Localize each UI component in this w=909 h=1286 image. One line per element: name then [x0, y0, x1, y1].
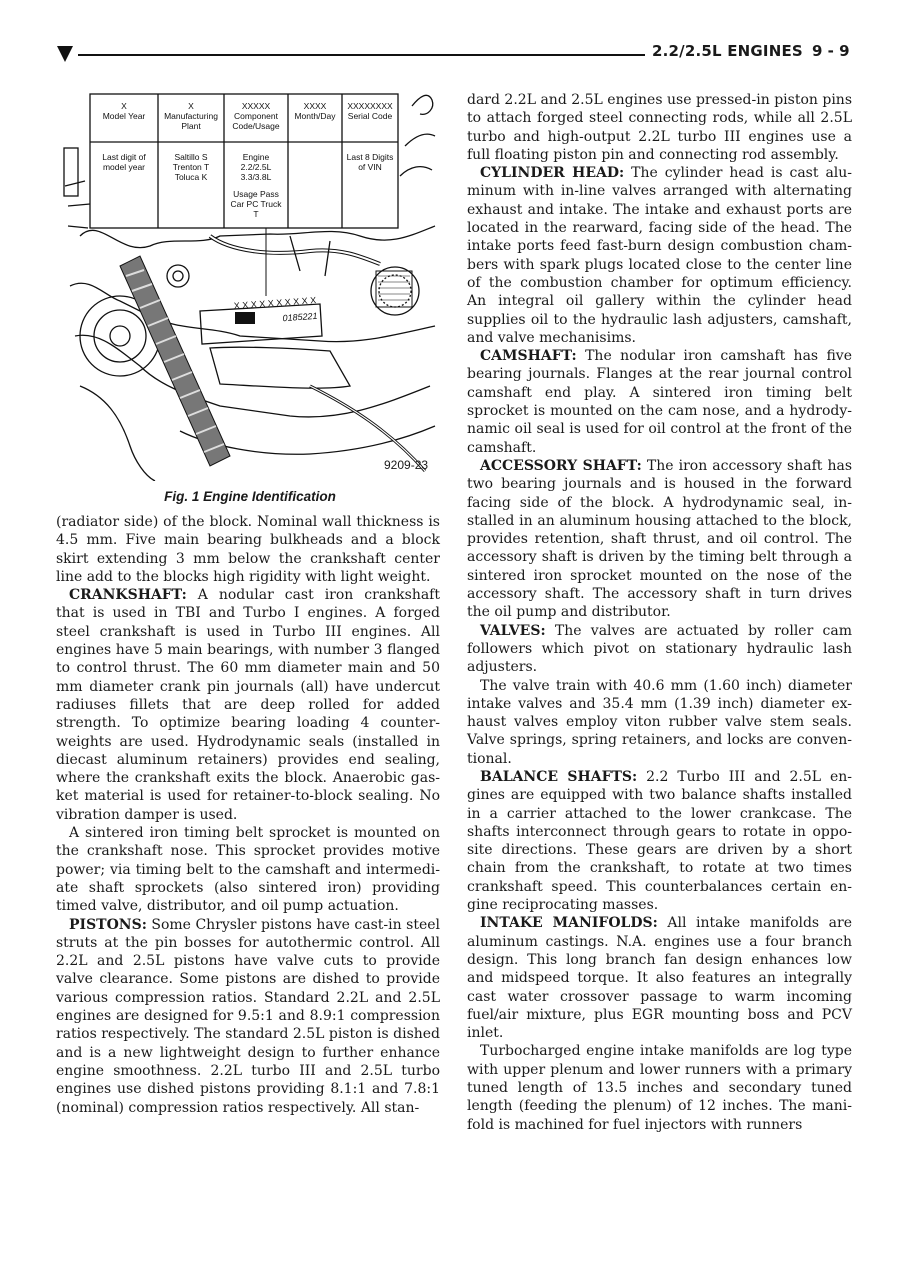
paragraph-text: A nodular cast iron crankshaft that is used in TBI and Turbo I engines. A forged steel crankshaft is used in Turbo III engines. All engines have 5 main bearings, with number 3 flanged to control thrust. The 60 mm diameter main and 50 mm diameter crank pin journals (all) have undercut radiuses fillets that are deep rolled for added strength. To optimize bearing loading 4 counter-weights are used. Hydrodynamic seals (installed in diecast aluminum retainers) provides end sealing, where the crankshaft exits the block. Anaerobic gas-ket material is used for retainer-to-block sealing. No vibration damper is used.: [56, 587, 440, 823]
paragraph-text: All intake manifolds are aluminum castings. N.A. engines use a four branch design. This long branch fan design enhances low and midspeed torque. It also features an integrally cast water crossover passage to warm incoming fuel/air mixture, plus EGR mounting boss and PCV inlet.: [467, 915, 852, 1042]
section-title: 2.2/2.5L ENGINES: [652, 42, 803, 60]
left-column: [56, 513, 440, 1117]
paragraph: dard 2.2L and 2.5L engines use pressed-in piston pins to attach forged steel connecting rods, while all 2.5L turbo and high-output 2.2L turbo III engines use a full floating piston pin and connecting rod assembly.: [467, 92, 852, 163]
paragraph: [467, 347, 852, 457]
paragraph-text: 2.2 Turbo III and 2.5L en-gines are equipped with two balance shafts installed in a carrier attached to the lower crankcase. The shafts interconnect through gears to rotate in oppo-site directions. These gears are driven by a short chain from the crankshaft, to rotate at two times crankshaft speed. This counterbalances certain en-gine reciprocating masses.: [467, 768, 852, 914]
paragraph: Turbocharged engine intake manifolds are log type with upper plenum and lower runners with a primary tuned length of 13.5 inches and secondary tuned length (feeding the plenum) of 12 inches. The mani-fold is machined for fuel injectors with runners: [467, 1043, 852, 1133]
table-col2-values: Saltillo S Trenton T Toluca K: [172, 152, 210, 182]
paragraph: [467, 164, 852, 347]
paragraph: [56, 586, 440, 824]
paragraph: [467, 457, 852, 622]
table-col1-values: Last digit of model year: [102, 152, 146, 172]
paragraph-text: The iron accessory shaft has two bearing journals and is housed in the forward facing side of the block. A hydrodynamic seal, in-stalled in an aluminum housing attached to the block, provides retention, shaft thrust, and oil control. The accessory shaft is driven by the timing belt through a sintered iron sprocket mounted on the nose of the accessory shaft. The accessory shaft in turn drives the oil pump and distributor.: [467, 457, 852, 621]
paragraph: The valve train with 40.6 mm (1.60 inch) diameter intake valves and 35.4 mm (1.39 inch) diameter ex-haust valves employ viton rubber valve stem seals. Valve springs, spring retainers, and locks are conven-tional.: [467, 677, 852, 767]
table-col2-code: X: [188, 101, 194, 111]
table-col2-label: Manufacturing Plant: [164, 111, 218, 131]
engine-illustration: [60, 86, 440, 481]
figure-caption: Fig. 1 Engine Identification: [164, 489, 336, 504]
paragraph-heading: VALVES:: [480, 622, 546, 639]
header-rule: [78, 54, 645, 56]
table-col1-code: X: [121, 101, 127, 111]
paragraph-heading: INTAKE MANIFOLDS:: [480, 915, 658, 932]
paragraph: (radiator side) of the block. Nominal wall thickness is 4.5 mm. Five main bearing bulkheads and a block skirt extending 3 mm below the crankshaft center line add to the blocks high rigidity with light weight.: [56, 514, 440, 585]
table-col5-label: Serial Code: [347, 111, 393, 121]
paragraph: [56, 916, 440, 1117]
header-triangle-marker: [57, 46, 73, 62]
paragraph-text: The cylinder head is cast alu-minum with in-line valves arranged with alternating exhaust and intake. The intake and exhaust ports are located in the rearward, facing side of the head. The intake ports feed fast-burn design combustion cham-bers with spark plugs located close to the center line of the combustion chamber for optimum efficiency. An integral oil gallery within the cylinder head supplies oil to the hydraulic lash adjusters, camshaft, and valve mechanisims.: [467, 165, 853, 346]
paragraph-heading: ACCESSORY SHAFT:: [480, 457, 642, 474]
paragraph: [467, 768, 852, 914]
paragraph-heading: BALANCE SHAFTS:: [480, 768, 638, 785]
paragraph: [467, 622, 852, 677]
paragraph-text: The valves are actuated by roller cam followers which pivot on stationary hydraulic lash adjusters.: [467, 622, 852, 676]
table-col3-usage: Usage Pass Car PC Truck T: [230, 189, 282, 219]
right-column: [467, 91, 852, 1134]
engine-identification-figure: [60, 86, 440, 481]
table-col4-code: XXXX: [303, 101, 327, 111]
figure-id: 9209-23: [384, 458, 429, 472]
paragraph-heading: CRANKSHAFT:: [69, 587, 187, 604]
plate-number: 0185221: [282, 310, 318, 324]
paragraph-text: The nodular iron camshaft has five bearing journals. Flanges at the rear journal control camshaft end play. A sintered iron timing belt sprocket is mounted on the cam nose, and a hydrody-namic oil seal is used for oil control at the front of the camshaft.: [467, 348, 852, 456]
paragraph: [467, 914, 852, 1042]
plate-code: X X X X X X X X X X: [233, 295, 317, 311]
paragraph-heading: CAMSHAFT:: [480, 348, 577, 365]
paragraph-heading: CYLINDER HEAD:: [480, 165, 625, 182]
paragraph-text: Some Chrysler pistons have cast-in steel struts at the pin bosses for autothermic control. All 2.2L and 2.5L pistons have valve cuts to provide valve clearance. Some pistons are dished to provide various compression ratios. Standard 2.2L and 2.5L engines are designed for 9.5:1 and 8.9:1 compression ratios respectively. The standard 2.5L piston is dished and is a new lightweight design to further enhance engine smoothness. 2.2L turbo III and 2.5L turbo engines use dished pistons providing 8.1:1 and 7.8:1 (nominal) compression ratios respectively. All stan-: [56, 916, 441, 1116]
table-col3-label: Component Code/Usage: [232, 111, 280, 131]
paragraph: A sintered iron timing belt sprocket is mounted on the crankshaft nose. This sprocket provides motive power; via timing belt to the camshaft and intermedi-ate shaft sprockets (also sintered iron) providing timed valve, distributor, and oil pump actuation.: [56, 825, 440, 915]
table-col1-label: Model Year: [102, 111, 146, 121]
table-col3-code: XXXXX: [241, 101, 271, 111]
paragraph-heading: PISTONS:: [69, 916, 147, 933]
table-col4-label: Month/Day: [294, 111, 336, 121]
page-number: 9 - 9: [812, 42, 850, 60]
table-col5-code: XXXXXXXX: [347, 101, 393, 111]
table-col5-values: Last 8 Digits of VIN: [346, 152, 394, 172]
table-col3-values: Engine 2.2/2.5L 3.3/3.8L: [240, 152, 272, 182]
